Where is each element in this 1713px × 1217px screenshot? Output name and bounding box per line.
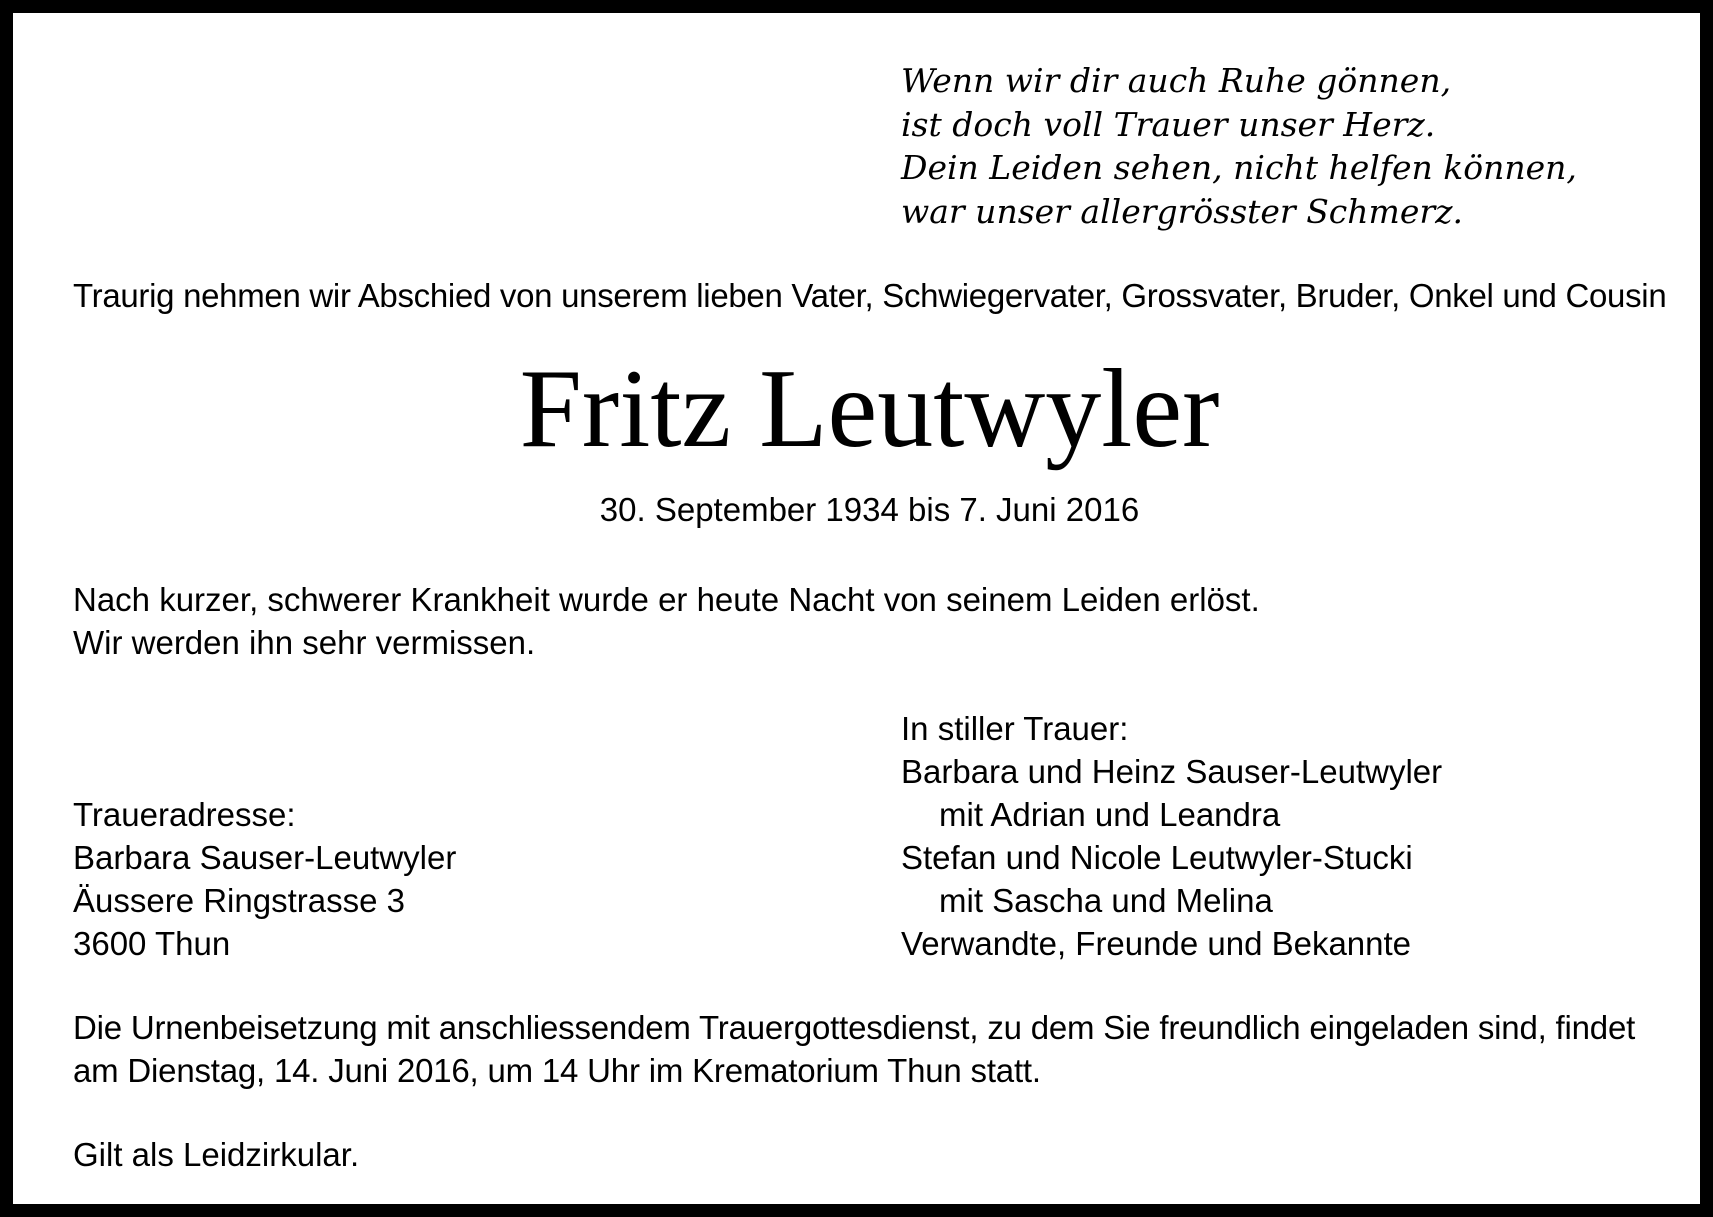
service-notice <box>73 1006 1673 1092</box>
service-line: Die Urnenbeisetzung mit anschliessendem Trauergottesdienst, zu dem Sie freundlich eingeladen sind, findet <box>73 1009 1636 1046</box>
message-line: Wir werden ihn sehr vermissen. <box>73 624 536 661</box>
closing-note: Gilt als Leidzirkular. <box>73 1136 360 1173</box>
address-street: Äussere Ringstrasse 3 <box>73 882 405 919</box>
mourner-line: mit Adrian und Leandra <box>939 796 1281 833</box>
mourning-address <box>73 793 456 965</box>
intro-text: Traurig nehmen wir Abschied von unserem lieben Vater, Schwiegervater, Grossvater, Bruder, Onkel und Cousin <box>73 277 1667 314</box>
deceased-name: Fritz Leutwyler <box>519 347 1220 471</box>
poem-line: war unser allergrösster Schmerz. <box>901 191 1464 231</box>
poem <box>901 59 1577 233</box>
service-line: am Dienstag, 14. Juni 2016, um 14 Uhr im Krematorium Thun statt. <box>73 1052 1041 1089</box>
mourner-line: mit Sascha und Melina <box>939 882 1273 919</box>
poem-line: Wenn wir dir auch Ruhe gönnen, <box>901 61 1452 100</box>
address-name: Barbara Sauser-Leutwyler <box>73 839 457 876</box>
mourner-line: Stefan und Nicole Leutwyler-Stucki <box>901 839 1413 876</box>
message-line: Nach kurzer, schwerer Krankheit wurde er heute Nacht von seinem Leiden erlöst. <box>73 581 1260 618</box>
mourner-line: Verwandte, Freunde und Bekannte <box>901 925 1412 962</box>
poem-line: ist doch voll Trauer unser Herz. <box>901 104 1436 144</box>
address-city: 3600 Thun <box>73 925 231 962</box>
life-dates: 30. September 1934 bis 7. Juni 2016 <box>599 491 1140 528</box>
mourners-heading: In stiller Trauer: <box>901 710 1129 747</box>
address-heading: Traueradresse: <box>73 796 296 833</box>
poem-line: Dein Leiden sehen, nicht helfen können, <box>901 148 1577 187</box>
mourners-list <box>901 707 1442 965</box>
mourner-line: Barbara und Heinz Sauser-Leutwyler <box>901 753 1443 790</box>
message <box>73 578 1260 664</box>
